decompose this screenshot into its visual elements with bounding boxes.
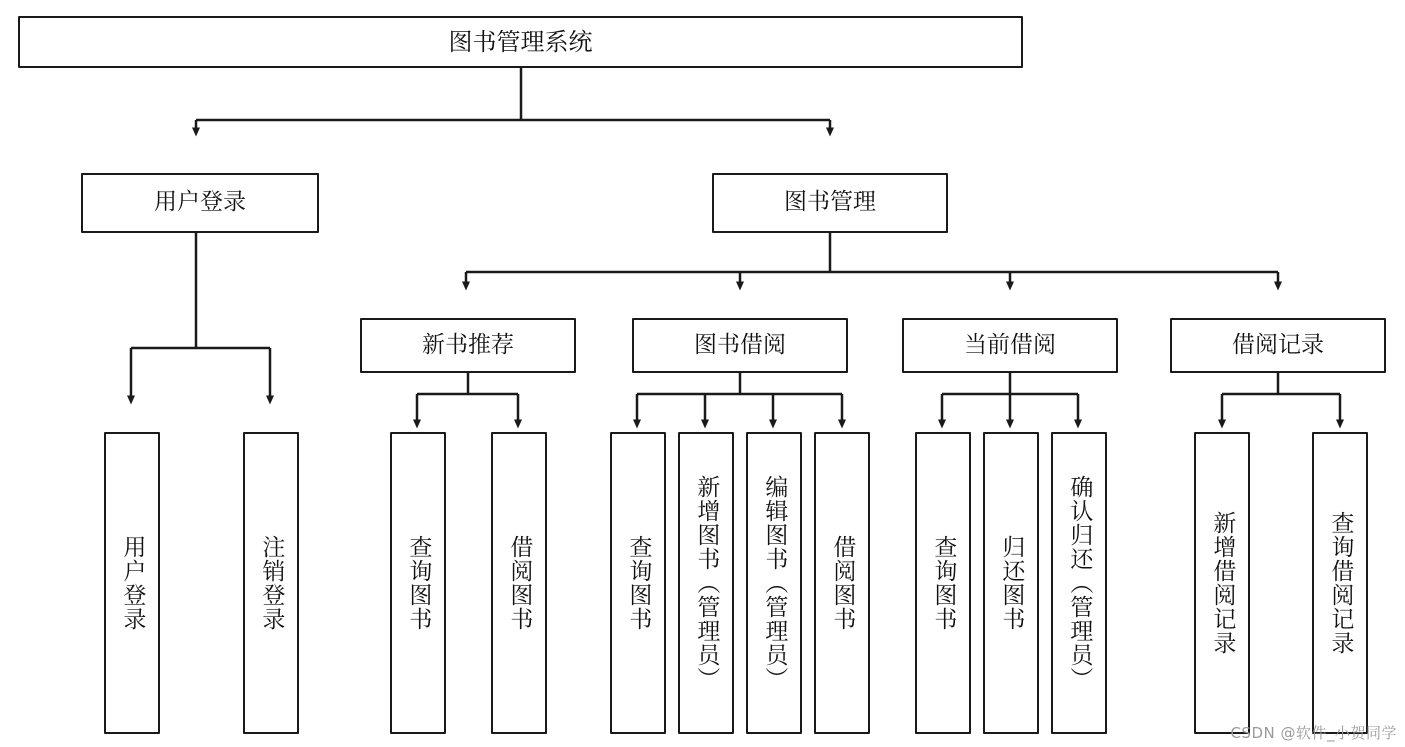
node-current-borrow[interactable]: 当前借阅 [902, 318, 1118, 373]
node-book-manage[interactable]: 图书管理 [712, 173, 948, 233]
node-leaf-edit-book[interactable]: 编辑图书（管理员） [746, 432, 802, 734]
node-leaf-query-record[interactable]: 查询借阅记录 [1312, 432, 1368, 734]
watermark: CSDN @软件_小贺同学 [1230, 724, 1397, 742]
node-root[interactable]: 图书管理系统 [18, 16, 1023, 68]
node-leaf-user-login[interactable]: 用户登录 [104, 432, 160, 734]
node-borrow-record[interactable]: 借阅记录 [1170, 318, 1386, 373]
node-user-login[interactable]: 用户登录 [81, 173, 319, 233]
node-new-book-recommend[interactable]: 新书推荐 [360, 318, 576, 373]
node-leaf-query-book-3[interactable]: 查询图书 [915, 432, 971, 734]
node-leaf-add-book[interactable]: 新增图书（管理员） [678, 432, 734, 734]
node-leaf-borrow-book-2[interactable]: 借阅图书 [814, 432, 870, 734]
node-book-borrow[interactable]: 图书借阅 [632, 318, 848, 373]
node-leaf-borrow-book-1[interactable]: 借阅图书 [491, 432, 547, 734]
node-leaf-add-record[interactable]: 新增借阅记录 [1194, 432, 1250, 734]
node-leaf-confirm-return[interactable]: 确认归还（管理员） [1051, 432, 1107, 734]
node-leaf-query-book-2[interactable]: 查询图书 [610, 432, 666, 734]
node-leaf-user-logout[interactable]: 注销登录 [243, 432, 299, 734]
node-leaf-return-book[interactable]: 归还图书 [983, 432, 1039, 734]
node-leaf-query-book-1[interactable]: 查询图书 [390, 432, 446, 734]
